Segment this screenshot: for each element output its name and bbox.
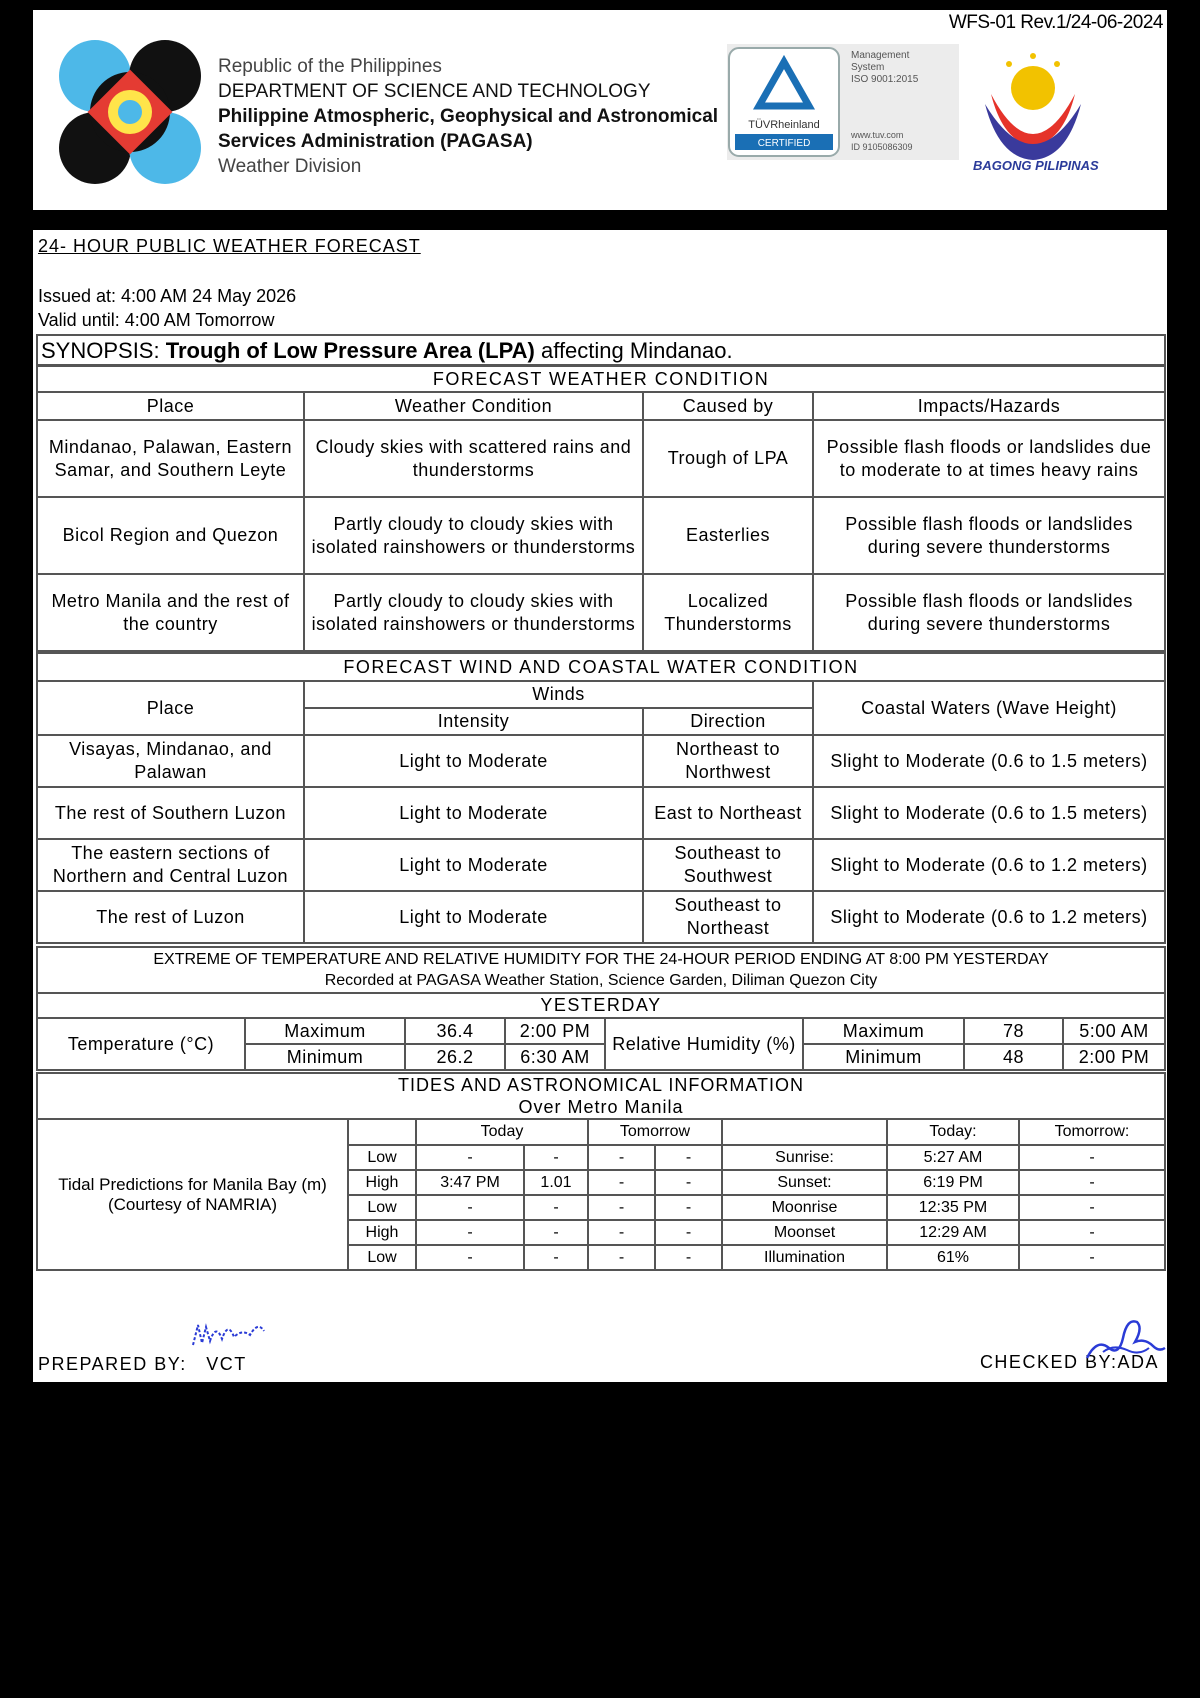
place-cell: Visayas, Mindanao, and Palawan xyxy=(37,735,304,787)
table-row xyxy=(37,787,1165,839)
mgmt-url: www.tuv.com xyxy=(851,130,904,140)
astro-today-header: Today: xyxy=(887,1119,1019,1145)
temp-min-value: 26.2 xyxy=(405,1044,505,1070)
tide-tomorrow-time: - xyxy=(588,1245,655,1270)
impact-cell: Possible flash floods or landslides due to moderate to at times heavy rains xyxy=(813,420,1165,497)
cause-cell: Easterlies xyxy=(643,497,813,574)
synopsis-rest: affecting Mindanao. xyxy=(534,337,733,363)
place-cell: Mindanao, Palawan, Eastern Samar, and Southern Leyte xyxy=(37,420,304,497)
tidal-predictions-label: Tidal Predictions for Manila Bay (m) (Courtesy of NAMRIA) xyxy=(37,1119,348,1270)
synopsis-system: Trough of Low Pressure Area (LPA) xyxy=(165,337,535,363)
agency-line-1: Philippine Atmospheric, Geophysical and Astronomical xyxy=(218,106,719,127)
impact-cell: Possible flash floods or landslides during severe thunderstorms xyxy=(813,574,1165,651)
tide-type: High xyxy=(348,1220,416,1245)
place-cell: The eastern sections of Northern and Central Luzon xyxy=(37,839,304,891)
synopsis xyxy=(37,335,1165,365)
astro-tomorrow-header: Tomorrow: xyxy=(1019,1119,1165,1145)
forecast-title: 24- HOUR PUBLIC WEATHER FORECAST xyxy=(38,236,421,256)
mgmt-id: ID 9105086309 xyxy=(851,142,913,152)
temperature-label: Temperature (°C) xyxy=(37,1018,245,1070)
tide-today-time: - xyxy=(416,1245,524,1270)
issued-at: Issued at: 4:00 AM 24 May 2026 xyxy=(38,286,297,306)
checked-label: CHECKED BY: xyxy=(979,1352,1118,1372)
astro-today: 5:27 AM xyxy=(887,1145,1019,1170)
agency-line-2: Services Administration (PAGASA) xyxy=(218,131,533,152)
intensity-cell: Light to Moderate xyxy=(304,891,643,943)
table-row xyxy=(37,574,1165,651)
tide-tomorrow-time: - xyxy=(588,1170,655,1195)
direction-cell: East to Northeast xyxy=(643,787,813,839)
astro-today: 12:29 AM xyxy=(887,1220,1019,1245)
wind-table xyxy=(36,652,1166,944)
table-row xyxy=(37,891,1165,943)
wind-header-winds: Winds xyxy=(304,681,813,708)
weather-cell: Partly cloudy to cloudy skies with isolated rainshowers or thunderstorms xyxy=(304,574,643,651)
place-cell: The rest of Luzon xyxy=(37,891,304,943)
intensity-cell: Light to Moderate xyxy=(304,839,643,891)
astro-tomorrow: - xyxy=(1019,1195,1165,1220)
wind-header-place: Place xyxy=(37,681,304,735)
humidity-label: Relative Humidity (%) xyxy=(605,1018,803,1070)
issue-block xyxy=(38,284,296,332)
astro-blank-header xyxy=(722,1119,887,1145)
bagong-pilipinas-logo xyxy=(963,34,1143,174)
astro-label: Moonrise xyxy=(722,1195,887,1220)
cause-cell: Localized Thunderstorms xyxy=(643,574,813,651)
preparer-signature xyxy=(188,1315,268,1355)
checker-signature xyxy=(1083,1308,1167,1368)
form-code: WFS-01 Rev.1/24-06-2024 xyxy=(948,12,1163,33)
tide-type: High xyxy=(348,1170,416,1195)
tide-type: Low xyxy=(348,1195,416,1220)
tide-today-header: Today xyxy=(416,1119,588,1145)
astro-today: 61% xyxy=(887,1245,1019,1270)
rh-min-label: Minimum xyxy=(803,1044,964,1070)
tide-today-time: - xyxy=(416,1195,524,1220)
header-banner xyxy=(33,10,1167,210)
astro-label: Sunrise: xyxy=(722,1145,887,1170)
intensity-cell: Light to Moderate xyxy=(304,735,643,787)
tuv-certified-text: CERTIFIED xyxy=(757,138,811,149)
weather-cell: Cloudy skies with scattered rains and thunderstorms xyxy=(304,420,643,497)
rh-min-time: 2:00 PM xyxy=(1063,1044,1165,1070)
direction-cell: Northeast to Northwest xyxy=(643,735,813,787)
synopsis-label: SYNOPSIS: xyxy=(41,337,166,363)
tide-tomorrow-time: - xyxy=(588,1145,655,1170)
temp-max-time: 2:00 PM xyxy=(505,1018,605,1044)
synopsis-row xyxy=(37,335,1165,365)
coastal-cell: Slight to Moderate (0.6 to 1.2 meters) xyxy=(813,839,1165,891)
prepared-initials: VCT xyxy=(206,1354,247,1374)
tide-tomorrow-value: - xyxy=(655,1195,722,1220)
astro-label: Moonset xyxy=(722,1220,887,1245)
tides-subheading: Over Metro Manila xyxy=(518,1097,684,1117)
tuv-brand-text: TÜVRheinland xyxy=(748,119,820,131)
prepared-by xyxy=(38,1354,247,1375)
tide-tomorrow-value: - xyxy=(655,1170,722,1195)
tides-heading-cell xyxy=(37,1073,1165,1119)
astro-today: 6:19 PM xyxy=(887,1170,1019,1195)
weather-condition-table xyxy=(36,365,1166,652)
place-cell: Bicol Region and Quezon xyxy=(37,497,304,574)
tide-today-value: - xyxy=(524,1145,588,1170)
tide-today-value: - xyxy=(524,1220,588,1245)
direction-cell: Southeast to Northeast xyxy=(643,891,813,943)
col-header-impacts: Impacts/Hazards xyxy=(813,392,1165,420)
table-row xyxy=(37,839,1165,891)
forecast-document xyxy=(33,230,1167,1382)
astro-today: 12:35 PM xyxy=(887,1195,1019,1220)
pagasa-logo xyxy=(55,38,205,186)
tide-tomorrow-value: - xyxy=(655,1245,722,1270)
tides-table xyxy=(36,1072,1166,1271)
tide-tomorrow-value: - xyxy=(655,1220,722,1245)
extremes-heading-cell xyxy=(37,947,1165,993)
tide-today-time: - xyxy=(416,1145,524,1170)
tide-today-value: - xyxy=(524,1195,588,1220)
valid-until: Valid until: 4:00 AM Tomorrow xyxy=(38,310,275,330)
rh-max-time: 5:00 AM xyxy=(1063,1018,1165,1044)
tide-today-value: 1.01 xyxy=(524,1170,588,1195)
tuv-iso-certification-logo xyxy=(727,44,959,160)
rh-max-label: Maximum xyxy=(803,1018,964,1044)
bagong-pilipinas-text: BAGONG PILIPINAS xyxy=(973,158,1099,173)
extremes-table xyxy=(36,946,1166,1071)
weather-table xyxy=(36,334,1166,366)
rh-max-value: 78 xyxy=(964,1018,1063,1044)
place-cell: The rest of Southern Luzon xyxy=(37,787,304,839)
temp-min-label: Minimum xyxy=(245,1044,405,1070)
republic-line: Republic of the Philippines xyxy=(218,56,442,77)
rh-min-value: 48 xyxy=(964,1044,1063,1070)
direction-cell: Southeast to Southwest xyxy=(643,839,813,891)
temp-max-label: Maximum xyxy=(245,1018,405,1044)
tide-today-time: 3:47 PM xyxy=(416,1170,524,1195)
table-row xyxy=(37,497,1165,574)
tide-type: Low xyxy=(348,1245,416,1270)
col-header-cause: Caused by xyxy=(643,392,813,420)
col-header-weather: Weather Condition xyxy=(304,392,643,420)
mgmt-line-3: ISO 9001:2015 xyxy=(851,74,919,85)
yesterday-heading: YESTERDAY xyxy=(37,993,1165,1018)
table-row xyxy=(37,420,1165,497)
tide-today-time: - xyxy=(416,1220,524,1245)
tide-tomorrow-header: Tomorrow xyxy=(588,1119,722,1145)
cause-cell: Trough of LPA xyxy=(643,420,813,497)
astro-label: Sunset: xyxy=(722,1170,887,1195)
tide-today-value: - xyxy=(524,1245,588,1270)
place-cell: Metro Manila and the rest of the country xyxy=(37,574,304,651)
coastal-cell: Slight to Moderate (0.6 to 1.2 meters) xyxy=(813,891,1165,943)
wind-section-heading: FORECAST WIND AND COASTAL WATER CONDITION xyxy=(37,653,1165,681)
astro-tomorrow: - xyxy=(1019,1170,1165,1195)
extremes-subheading: Recorded at PAGASA Weather Station, Science Garden, Diliman Quezon City xyxy=(324,972,878,989)
tide-tomorrow-value: - xyxy=(655,1145,722,1170)
department-line: DEPARTMENT OF SCIENCE AND TECHNOLOGY xyxy=(218,81,651,102)
wind-header-intensity: Intensity xyxy=(304,708,643,735)
wind-header-direction: Direction xyxy=(643,708,813,735)
intensity-cell: Light to Moderate xyxy=(304,787,643,839)
coastal-cell: Slight to Moderate (0.6 to 1.5 meters) xyxy=(813,787,1165,839)
tide-blank-header xyxy=(348,1119,416,1145)
division-line: Weather Division xyxy=(218,156,362,177)
temp-max-value: 36.4 xyxy=(405,1018,505,1044)
col-header-place: Place xyxy=(37,392,304,420)
tide-tomorrow-time: - xyxy=(588,1195,655,1220)
weather-cell: Partly cloudy to cloudy skies with isolated rainshowers or thunderstorms xyxy=(304,497,643,574)
coastal-cell: Slight to Moderate (0.6 to 1.5 meters) xyxy=(813,735,1165,787)
tide-type: Low xyxy=(348,1145,416,1170)
mgmt-line-2: System xyxy=(851,62,885,73)
tide-tomorrow-time: - xyxy=(588,1220,655,1245)
wind-header-coastal: Coastal Waters (Wave Height) xyxy=(813,681,1165,735)
prepared-label: PREPARED BY: xyxy=(38,1354,187,1374)
astro-tomorrow: - xyxy=(1019,1220,1165,1245)
astro-tomorrow: - xyxy=(1019,1145,1165,1170)
weather-section-heading: FORECAST WEATHER CONDITION xyxy=(37,366,1165,392)
checked-initials: ADA xyxy=(1117,1352,1159,1372)
astro-tomorrow: - xyxy=(1019,1245,1165,1270)
table-row xyxy=(37,735,1165,787)
extremes-heading: EXTREME OF TEMPERATURE AND RELATIVE HUMIDITY FOR THE 24-HOUR PERIOD ENDING AT 8:00 PM YESTERDAY xyxy=(153,951,1049,968)
agency-block xyxy=(218,54,718,179)
impact-cell: Possible flash floods or landslides during severe thunderstorms xyxy=(813,497,1165,574)
mgmt-line-1: Management xyxy=(851,50,910,61)
tides-heading: TIDES AND ASTRONOMICAL INFORMATION xyxy=(397,1075,805,1095)
temp-min-time: 6:30 AM xyxy=(505,1044,605,1070)
astro-label: Illumination xyxy=(722,1245,887,1270)
